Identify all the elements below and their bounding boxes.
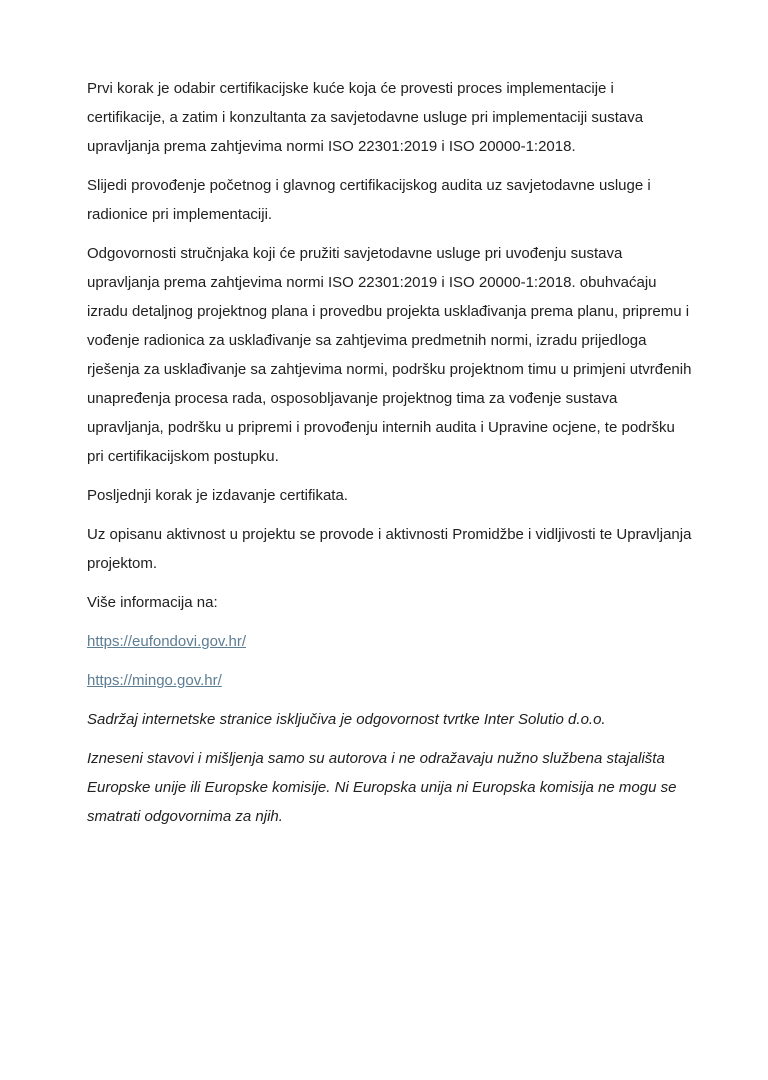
disclaimer-site-responsibility: Sadržaj internetske stranice isključiva je odgovornost tvrtke Inter Solutio d.o.o. <box>87 711 606 728</box>
link-line-mingo <box>87 666 693 695</box>
disclaimer-eu-views: Izneseni stavovi i mišljenja samo su autorova i ne odražavaju nužno službena stajališta Europske unije ili Europske komisije. Ni Europska unija ni Europska komisija ne mogu se smatrati odgovornima za njih. <box>87 750 677 825</box>
more-info-label: Više informacija na: <box>87 594 218 611</box>
paragraph-first-step: Prvi korak je odabir certifikacijske kuće koja će provesti proces implementacije i certifikacije, a zatim i konzultanta za savjetodavne usluge pri implementaciji sustava upravljanja prema zahtjevima normi ISO 22301:2019 i ISO 20000-1:2018. <box>87 80 644 155</box>
paragraph-project-activities: Uz opisanu aktivnost u projektu se provode i aktivnosti Promidžbe i vidljivosti te Upravljanja projektom. <box>87 526 692 572</box>
link-line-eufondovi <box>87 627 693 656</box>
link-eufondovi[interactable]: https://eufondovi.gov.hr/ <box>87 633 246 650</box>
paragraph-consultant-responsibilities: Odgovornosti stručnjaka koji će pružiti savjetodavne usluge pri uvođenju sustava upravljanja prema zahtjevima normi ISO 22301:2019 i ISO 20000-1:2018. obuhvaćaju izradu detaljnog projektnog plana i provedbu projekta usklađivanja prema planu, pripremu i vođenje radionica za usklađivanje sa zahtjevima predmetnih normi, izradu prijedloga rješenja za usklađivanje sa zahtjevima normi, podršku projektnom timu u primjeni utvrđenih unapređenja procesa rada, osposobljavanje projektnog tima za vođenje sustava upravljanja, podršku u pripremi i provođenju internih audita i Upravine ocjene, te podršku pri certifikacijskom postupku. <box>87 245 692 465</box>
paragraph-certification-audit: Slijedi provođenje početnog i glavnog certifikacijskog audita uz savjetodavne usluge i radionice pri implementaciji. <box>87 177 651 223</box>
paragraph-last-step: Posljednji korak je izdavanje certifikata. <box>87 487 348 504</box>
link-mingo[interactable]: https://mingo.gov.hr/ <box>87 672 222 689</box>
